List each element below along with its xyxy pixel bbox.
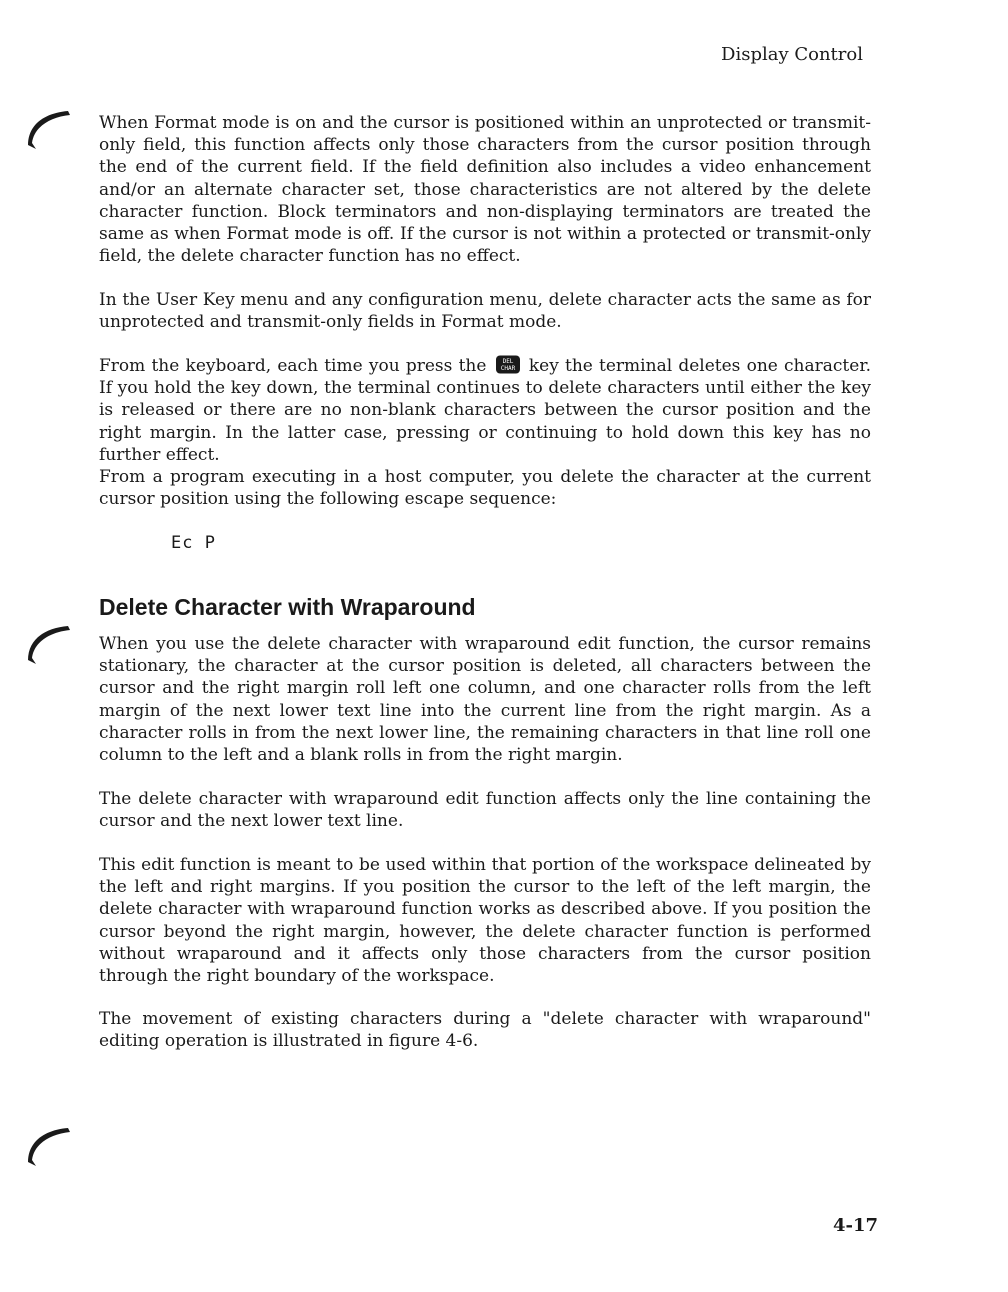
binding-mark-icon bbox=[24, 620, 78, 674]
escape-sequence: Ec P bbox=[171, 533, 216, 553]
key-label-line1: DEL bbox=[502, 358, 514, 365]
paragraph-figure-reference: The movement of existing characters during a "delete character with wraparound" editing operation is illustrated in figure 4-6. bbox=[99, 1009, 871, 1052]
key-label-line2: CHAR bbox=[500, 365, 515, 372]
binding-mark-icon bbox=[24, 105, 78, 159]
paragraph-wraparound-scope: The delete character with wraparound edit function affects only the line containing the cursor and the next lower text line. bbox=[99, 789, 871, 832]
keyboard-text-after: key the terminal deletes one character. If you hold the key down, the terminal continues to delete characters until either the key is released or there are no non-blank characters between the cursor position and the right margin. In the latter case, pressing or continuing to hold down this key has no further effect. bbox=[99, 356, 871, 465]
binding-mark-icon bbox=[24, 1122, 78, 1176]
page-number: 4-17 bbox=[832, 1215, 878, 1236]
paragraph-format-mode: When Format mode is on and the cursor is positioned within an unprotected or transmit-only field, this function affects only those characters from the cursor position through the end of the current field. If the field definition also includes a video enhancement and/or an alternate character set, those characteristics are not altered by the delete character function. Block terminators and non-displaying terminators are treated the same as when Format mode is off. If the cursor is not within a protected or transmit-only field, the delete character function has no effect. bbox=[99, 113, 871, 267]
paragraph-user-key-menu: In the User Key menu and any configuration menu, delete character acts the same as for unprotected and transmit-only fields in Format mode. bbox=[99, 290, 871, 333]
keyboard-text-before: From the keyboard, each time you press the bbox=[99, 356, 487, 376]
paragraph-host-program: From a program executing in a host computer, you delete the character at the current cursor position using the following escape sequence: bbox=[99, 467, 871, 510]
paragraph-wraparound-description: When you use the delete character with wraparound edit function, the cursor remains stationary, the character at the cursor position is deleted, all characters between the cursor and the right margin roll left one column, and one character rolls from the left margin of the next lower text line into the current line from the right margin. As a character rolls in from the next lower line, the remaining characters in that line roll one column to the left and a blank rolls in from the right margin. bbox=[99, 634, 871, 766]
running-header: Display Control bbox=[721, 44, 863, 65]
paragraph-keyboard bbox=[99, 355, 871, 466]
delete-char-key-icon bbox=[495, 355, 521, 374]
section-heading: Delete Character with Wraparound bbox=[99, 594, 476, 620]
paragraph-margins: This edit function is meant to be used within that portion of the workspace delineated by the left and right margins. If you position the cursor to the left of the left margin, the delete character with wraparound function works as described above. If you position the cursor beyond the right margin, however, the delete character function is performed without wraparound and it affects only those characters from the cursor position through the right boundary of the workspace. bbox=[99, 855, 871, 987]
